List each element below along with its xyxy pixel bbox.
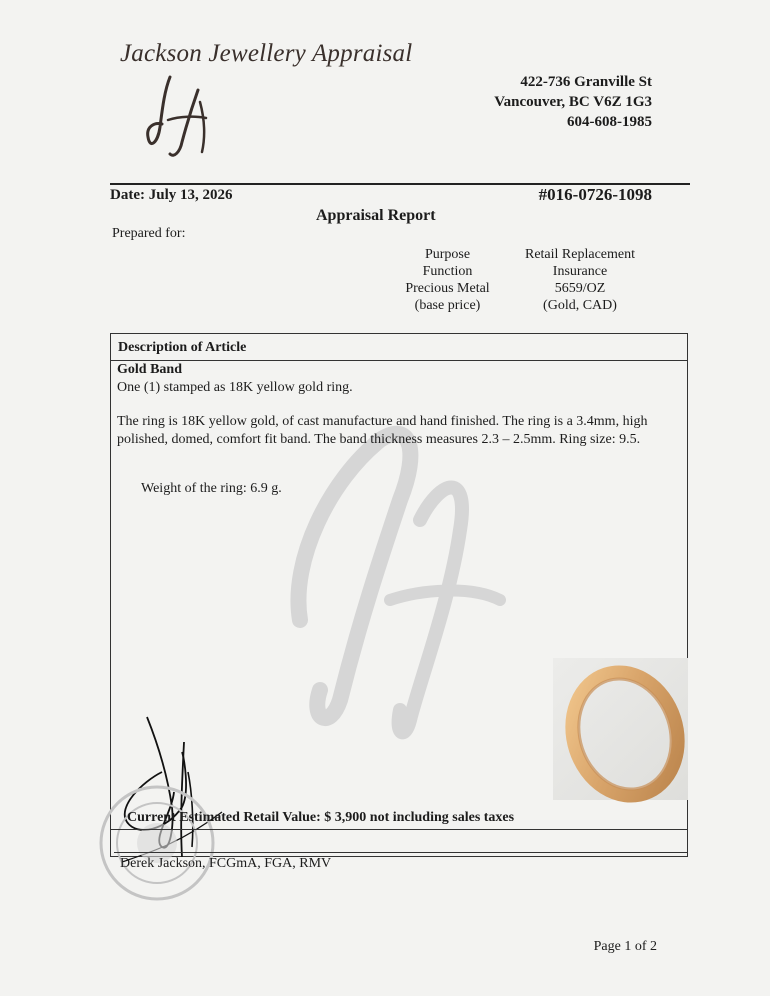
phone-number: 604-608-1985 [567, 114, 652, 130]
item-weight: Weight of the ring: 6.9 g. [141, 481, 282, 496]
function-label: Function [422, 264, 473, 279]
item-details: The ring is 18K yellow gold, of cast manufacture and hand finished. The ring is a 3.4mm, high polished, domed, comfort fit band. The band thickness measures 2.3 – 2.5mm. Ring size: 9.5. [117, 414, 648, 447]
prepared-for-label: Prepared for: [112, 226, 186, 241]
jj-monogram-logo [140, 72, 220, 162]
signature-rule [114, 852, 688, 853]
precious-metal-label: Precious Metal [405, 281, 490, 296]
appraiser-name: Derek Jackson, FCGmA, FGA, RMV [120, 856, 332, 871]
company-name: Jackson Jewellery Appraisal [120, 40, 413, 67]
metal-currency-value: (Gold, CAD) [543, 298, 617, 313]
address-line-1: 422-736 Granville St [520, 74, 652, 90]
report-number: #016-0726-1098 [538, 185, 652, 204]
estimated-retail-value: Current Estimated Retail Value: $ 3,900 not including sales taxes [127, 810, 515, 825]
ring-photo [553, 658, 688, 800]
base-price-label: (base price) [414, 298, 481, 313]
embossed-seal-stamp [92, 778, 222, 908]
report-date: Date: July 13, 2026 [110, 187, 233, 203]
page-number: Page 1 of 2 [593, 939, 657, 954]
metal-price-value: 5659/OZ [554, 281, 606, 296]
article-heading: Description of Article [118, 340, 247, 355]
value-rule [111, 829, 687, 830]
purpose-label: Purpose [424, 247, 471, 262]
item-description: One (1) stamped as 18K yellow gold ring. [117, 380, 353, 395]
purpose-value: Retail Replacement [524, 247, 635, 262]
purpose-values [510, 246, 650, 314]
gold-ring-image [553, 658, 688, 800]
item-title: Gold Band [117, 362, 182, 377]
address-line-2: Vancouver, BC V6Z 1G3 [494, 94, 652, 110]
article-box-header [111, 334, 687, 361]
purpose-labels [390, 246, 505, 314]
report-title: Appraisal Report [316, 207, 436, 224]
function-value: Insurance [552, 264, 608, 279]
company-address [494, 72, 652, 132]
